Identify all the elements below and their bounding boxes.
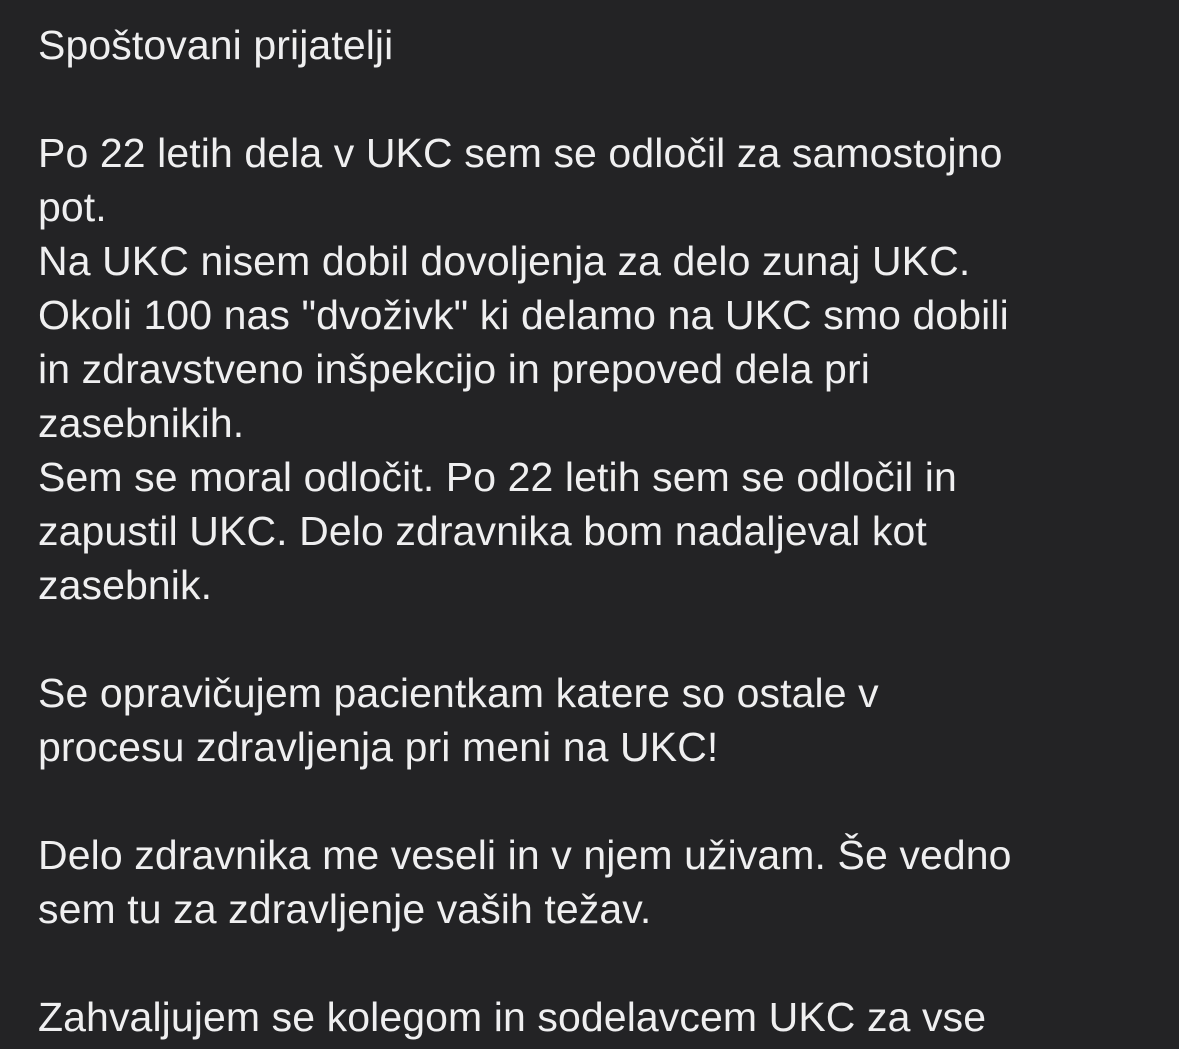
message-line: in zdravstveno inšpekcijo in prepoved dela pri <box>38 346 870 392</box>
message-line: zasebnik. <box>38 562 213 608</box>
message-line: Okoli 100 nas "dvoživk" ki delamo na UKC smo dobili <box>38 292 1009 338</box>
paragraph-spacer <box>38 936 1158 990</box>
paragraph-spacer <box>38 774 1158 828</box>
message-body <box>38 0 1158 1044</box>
message-line: zasebnikih. <box>38 400 245 446</box>
message-line: pot. <box>38 184 107 230</box>
paragraph-spacer <box>38 72 1158 126</box>
message-line: Sem se moral odločit. Po 22 letih sem se odločil in <box>38 454 957 500</box>
message-line: Se opravičujem pacientkam katere so ostale v <box>38 670 879 716</box>
message-line: Po 22 letih dela v UKC sem se odločil za samostojno <box>38 130 1003 176</box>
message-line: Zahvaljujem se kolegom in sodelavcem UKC za vse <box>38 994 987 1040</box>
message-line: procesu zdravljenja pri meni na UKC! <box>38 724 719 770</box>
message-line: sem tu za zdravljenje vaših težav. <box>38 886 652 932</box>
paragraph-spacer <box>38 612 1158 666</box>
message-line: Delo zdravnika me veseli in v njem uživam. Še vedno <box>38 832 1012 878</box>
greeting-line: Spoštovani prijatelji <box>38 22 394 68</box>
message-line: zapustil UKC. Delo zdravnika bom nadaljeval kot <box>38 508 927 554</box>
message-line: Na UKC nisem dobil dovoljenja za delo zunaj UKC. <box>38 238 971 284</box>
